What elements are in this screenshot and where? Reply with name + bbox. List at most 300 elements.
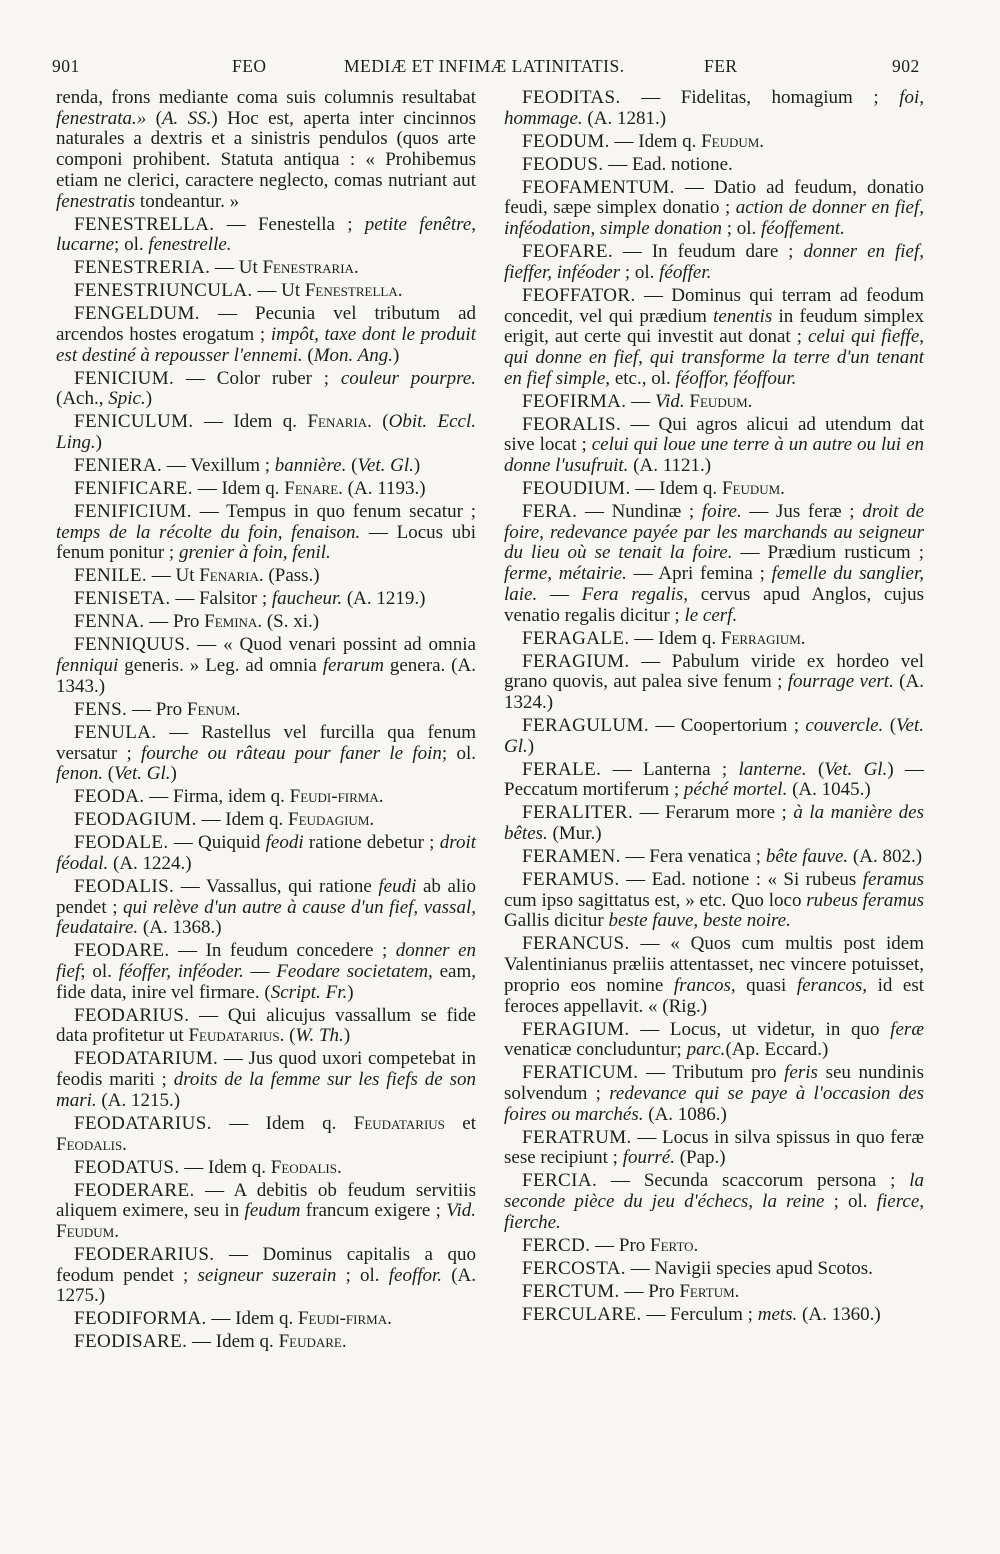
italic-text: la seconde pièce du jeu d'échecs, la reine xyxy=(504,1170,924,1213)
dictionary-entry xyxy=(56,566,476,587)
headword: FERCIA. xyxy=(522,1170,598,1192)
dictionary-entry xyxy=(504,1171,924,1233)
italic-text: francos, xyxy=(673,974,736,996)
entry-text: (A. 1215.) xyxy=(96,1089,181,1111)
entry-text: (A. 1045.) xyxy=(787,779,871,801)
dictionary-entry xyxy=(56,1332,476,1353)
italic-text: mets. xyxy=(757,1303,798,1325)
entry-text: ( xyxy=(806,758,825,780)
italic-text: lanterne. xyxy=(738,758,807,780)
entry-text: — Locus ubi fenum ponitur ; xyxy=(56,521,476,564)
headword: FEODARIUS. xyxy=(74,1004,190,1026)
entry-text: (Ap. Eccard.) xyxy=(725,1039,829,1061)
italic-text: femelle du sanglier, laie. xyxy=(504,563,925,605)
entry-text: — Prædium rusticum ; xyxy=(732,542,924,564)
italic-text: féoffor, féoffour. xyxy=(675,367,797,389)
headword: FERAGIUM. xyxy=(522,650,630,672)
entry-text: — Ead. notione : « Si rubeus xyxy=(619,869,863,891)
italic-text: fourche ou râteau pour faner le foin xyxy=(141,742,442,764)
running-title: MEDIÆ ET INFIMÆ LATINITATIS. xyxy=(344,56,625,76)
dictionary-entry xyxy=(504,286,924,390)
italic-text: fenon. xyxy=(56,763,103,785)
italic-text: feramus xyxy=(862,869,924,891)
dictionary-entry xyxy=(56,1181,476,1243)
entry-text: — xyxy=(243,961,277,983)
entry-text: — Ut xyxy=(210,257,263,279)
italic-text: feodi xyxy=(265,832,304,854)
entry-text: — Ut xyxy=(146,565,200,587)
entry-text: cervus apud Anglos, cujus venatio regalis dicitur ; xyxy=(504,583,924,626)
entry-text: seu nundinis solvendum ; xyxy=(504,1062,925,1104)
headword: FEODIFORMA. xyxy=(74,1308,207,1330)
entry-text: — Jus feræ ; xyxy=(741,501,863,523)
entry-text: (A. 1281.) xyxy=(582,107,667,129)
entry-text: ; ol. xyxy=(114,234,149,256)
italic-text: bannière. xyxy=(274,455,347,477)
italic-text: Spic. xyxy=(108,388,146,410)
entry-text: — Qui alicujus vassallum se fide data profitetur ut xyxy=(56,1004,476,1047)
italic-text: couleur pourpre. xyxy=(340,367,476,389)
headword: FENESTRIUNCULA. xyxy=(74,280,253,302)
dictionary-entry xyxy=(56,412,476,453)
entry-text: ( xyxy=(284,1025,296,1047)
headword: FEODATARIUS. xyxy=(74,1112,212,1134)
entry-text: — Pabulum viride ex hordeo vel grano quovis, aut palea sive fenum ; xyxy=(504,650,924,693)
entry-text: — Idem q. xyxy=(193,411,308,433)
entry-text: — xyxy=(626,390,655,412)
cross-reference: Feudatarius. xyxy=(188,1025,285,1047)
dictionary-entry xyxy=(56,1158,476,1179)
italic-text: ferarum xyxy=(322,655,384,677)
entry-text: — Falsitor ; xyxy=(170,588,272,610)
entry-text: ; ol. xyxy=(336,1264,389,1286)
headword: FENICIUM. xyxy=(74,367,175,389)
entry-text: — Ead. notione. xyxy=(603,153,733,175)
entry-text: Gallis dicitur xyxy=(504,910,609,932)
dictionary-entry xyxy=(56,877,476,939)
entry-text: — Idem q. xyxy=(629,627,721,649)
entry-text: — Locus, ut videtur, in quo xyxy=(629,1018,891,1040)
entry-text: — Vexillum ; xyxy=(162,455,275,477)
dictionary-entry xyxy=(56,700,476,721)
entry-text: — Datio ad feudum, donatio feudi, sæpe simplex donatio ; xyxy=(504,176,924,219)
cross-reference: Feudi-firma. xyxy=(297,1308,392,1330)
entry-text: — Idem q. xyxy=(211,1112,354,1134)
entry-text: — Vassallus, qui ratione xyxy=(174,875,379,897)
dictionary-entry xyxy=(504,1128,924,1169)
entry-text: — Fenestella ; xyxy=(214,213,365,235)
headword: FEODERARIUS. xyxy=(74,1243,215,1265)
italic-text: droits de la femme sur les fiefs de son mari. xyxy=(56,1069,476,1111)
dictionary-entry xyxy=(504,652,924,714)
dictionary-entry xyxy=(56,941,476,1003)
entry-text: ) xyxy=(145,388,153,410)
italic-text: tenentis xyxy=(713,305,773,327)
entry-text: ( xyxy=(371,411,389,433)
entry-text: — Apri femina ; xyxy=(626,563,772,585)
dictionary-entry xyxy=(56,787,476,808)
cross-reference: Fenum. xyxy=(186,698,241,720)
cross-reference: Feudum. xyxy=(689,390,753,412)
headword: FEODA. xyxy=(74,786,145,808)
entry-text: ) xyxy=(343,1025,351,1047)
italic-text: feoffor. xyxy=(388,1264,443,1286)
entry-text: ) xyxy=(347,981,354,1003)
headword: FEORALIS. xyxy=(522,413,622,435)
cross-reference: Feudi-firma. xyxy=(289,786,384,808)
headword: FENESTRELLA. xyxy=(74,213,215,235)
dictionary-entry xyxy=(56,1245,476,1307)
dictionary-entry xyxy=(56,215,476,256)
cross-reference: Ferto. xyxy=(650,1234,699,1256)
headword: FEOFARE. xyxy=(522,241,614,263)
headword: FERANCUS. xyxy=(522,933,630,955)
right-column xyxy=(504,88,924,1328)
headword: FENIFICARE. xyxy=(74,478,193,500)
entry-text: — Dominus capitalis a quo feodum pendet ; xyxy=(56,1243,476,1286)
headword: FEODATUS. xyxy=(74,1156,180,1178)
italic-text: Vet. Gl. xyxy=(114,763,171,785)
italic-text: feris xyxy=(784,1062,818,1084)
headword: FENULA. xyxy=(74,721,157,743)
headword: FENIFICIUM. xyxy=(74,501,192,523)
entry-text: (A. 1121.) xyxy=(628,455,712,477)
italic-text: donner en fief xyxy=(56,940,476,983)
entry-text: ) xyxy=(95,432,102,454)
italic-text: action de donner en fief, inféodation, simple donation xyxy=(504,197,924,240)
entry-text: — « Quos cum multis post idem Valentinianus præliis attentasset, nec vincere potuisset, proprio eos nomine xyxy=(504,933,924,996)
entry-text: (S. xi.) xyxy=(262,611,320,633)
italic-text: fenestrata.» xyxy=(56,107,147,129)
entry-text: — In feudum concedere ; xyxy=(169,940,396,962)
italic-text: feræ xyxy=(890,1018,924,1040)
dictionary-entry xyxy=(504,716,924,757)
entry-text: — Fera venatica ; xyxy=(620,846,766,868)
dictionary-entry xyxy=(56,1309,476,1330)
entry-text: venaticæ concluduntur; xyxy=(504,1039,687,1061)
headword: FERCTUM. xyxy=(522,1280,620,1302)
dictionary-entry xyxy=(504,132,924,153)
headword: FERAGALE. xyxy=(522,627,630,649)
entry-text: ( xyxy=(883,714,897,736)
italic-text: Script. Fr. xyxy=(270,981,348,1003)
headword: FENISETA. xyxy=(74,588,171,610)
headword: FERAMEN. xyxy=(522,846,621,868)
entry-text: — Idem q. xyxy=(206,1308,298,1330)
italic-text: donner en fief, fieffer, inféoder xyxy=(504,241,924,283)
entry-text: — In feudum dare ; xyxy=(613,241,804,263)
italic-text: ferme, métairie. xyxy=(504,563,627,585)
entry-text: eam, fide data, inire vel firmare. ( xyxy=(56,961,476,1003)
entry-text: in feudum simplex erigit, aut certe qui investit aut donat ; xyxy=(504,305,924,348)
cross-reference: Feudum. xyxy=(56,1220,119,1242)
headword: FERCD. xyxy=(522,1234,591,1256)
entry-text: — Idem q. xyxy=(196,809,289,831)
entry-text: — Quiquid xyxy=(168,832,266,854)
italic-text: à la manière des bêtes. xyxy=(504,802,924,845)
headword: FENILE. xyxy=(74,565,147,587)
dictionary-entry xyxy=(56,589,476,610)
dictionary-entry xyxy=(504,1063,924,1125)
entry-text: — Pro xyxy=(619,1280,680,1302)
dictionary-entry xyxy=(56,258,476,279)
entry-text: — Jus quod uxori competebat in feodis mariti ; xyxy=(56,1048,476,1091)
entry-text: etc., ol. xyxy=(610,367,676,389)
italic-text: parc. xyxy=(686,1039,726,1061)
headword: FEODUM. xyxy=(522,130,610,152)
entry-text: genera. (A. 1343.) xyxy=(56,655,476,697)
italic-text: Fera regalis, xyxy=(581,583,689,605)
entry-text: — Locus in silva spissus in quo feræ sese recipiunt ; xyxy=(504,1126,924,1169)
italic-text: foire. xyxy=(701,501,742,523)
entry-text: — Fidelitas, homagium ; xyxy=(620,87,900,108)
dictionary-entry xyxy=(504,847,924,868)
italic-text: grenier à foin, fenil. xyxy=(178,542,331,564)
italic-text: le cerf. xyxy=(684,604,738,626)
cross-reference: Feodalis. xyxy=(270,1156,342,1178)
entry-text: — Firma, idem q. xyxy=(144,786,290,808)
headword: FERA. xyxy=(522,501,578,523)
italic-text: fourré. xyxy=(622,1147,675,1169)
dictionary-entry xyxy=(56,456,476,477)
italic-text: bête fauve. xyxy=(765,846,849,868)
italic-text: qui relève d'un autre à cause d'un fief, vassal, feudataire. xyxy=(56,896,476,939)
entry-text: ; ol. xyxy=(620,261,660,283)
headword: FERATRUM. xyxy=(522,1126,632,1148)
italic-text: petite fenêtre, lucarne xyxy=(56,213,476,256)
entry-text: (A. 1275.) xyxy=(56,1264,477,1307)
italic-text: Vet. Gl. xyxy=(357,455,414,477)
dictionary-entry xyxy=(56,833,476,874)
italic-text: ferancos, xyxy=(796,974,868,996)
entry-text: (A. 1086.) xyxy=(643,1103,727,1125)
headword: FEODERARE. xyxy=(74,1179,195,1201)
entry-text: id est feroces appellavit. « (Rig.) xyxy=(504,974,925,1017)
headword: FENESTRERIA. xyxy=(74,257,211,279)
headword: FEODAGIUM. xyxy=(74,809,197,831)
entry-text: ( xyxy=(302,344,314,366)
entry-text: generis. » Leg. ad omnia xyxy=(118,655,323,677)
italic-text: droit de foire, redevance payée par les marchands au seigneur du lieu où se tenait la foire. xyxy=(504,501,925,564)
dictionary-entry xyxy=(504,415,924,477)
cross-reference: Feudum. xyxy=(721,478,785,500)
italic-text: Mon. Ang. xyxy=(313,344,394,366)
italic-text: rubeus feramus xyxy=(806,889,924,911)
entry-text: (Pass.) xyxy=(263,565,320,587)
italic-text: Obit. Eccl. Ling. xyxy=(56,411,477,454)
left-column xyxy=(56,88,476,1355)
entry-text: — Idem q. xyxy=(187,1331,279,1353)
entry-text: ( xyxy=(146,107,162,129)
cross-reference: Feudatarius xyxy=(353,1112,445,1134)
headword: FENGELDUM. xyxy=(74,303,200,325)
entry-text: ) xyxy=(527,735,535,757)
dictionary-entry xyxy=(56,281,476,302)
entry-text: — Idem q. xyxy=(609,130,702,152)
dictionary-entry xyxy=(504,760,924,801)
entry-text: — Pro xyxy=(144,611,205,633)
left-guide-word: FEO xyxy=(232,56,267,76)
dictionary-entry xyxy=(504,502,924,626)
italic-text: féoffer. xyxy=(659,261,712,283)
italic-text: beste fauve, beste noire. xyxy=(608,910,791,932)
headword: FENIERA. xyxy=(74,455,163,477)
dictionary-entry xyxy=(56,635,476,697)
entry-text: quasi xyxy=(735,974,797,996)
cross-reference: Fertum. xyxy=(679,1280,740,1302)
entry-text: — Idem q. xyxy=(179,1156,271,1178)
italic-text: péché mortel. xyxy=(683,779,788,801)
cross-reference: Feudum. xyxy=(701,130,765,152)
headword: FERAGIUM. xyxy=(522,1018,630,1040)
entry-text: — xyxy=(537,583,582,605)
entry-text: ) xyxy=(393,344,400,366)
italic-text: féoffer, inféoder. xyxy=(118,961,244,983)
entry-text: ( xyxy=(346,455,358,477)
headword: FENNIQUUS. xyxy=(74,634,191,656)
headword: FERALE. xyxy=(522,758,602,780)
headword: FEOFIRMA. xyxy=(522,390,627,412)
entry-text: francum exigere ; xyxy=(300,1200,447,1222)
entry-text: — Lanterna ; xyxy=(601,758,739,780)
italic-text: faucheur. xyxy=(271,588,343,610)
headword: FEOFAMENTUM. xyxy=(522,176,675,198)
entry-text: et xyxy=(444,1112,476,1134)
italic-text: Vid. xyxy=(446,1200,476,1222)
entry-text: (Mur.) xyxy=(547,823,602,845)
italic-text: temps de la récolte du foin, fenaison. xyxy=(56,521,361,543)
running-header xyxy=(50,52,930,82)
entry-text: tondeantur. » xyxy=(135,190,240,212)
italic-text: W. Th. xyxy=(295,1025,344,1047)
headword: FEODITAS. xyxy=(522,87,621,108)
italic-text: fourrage vert. xyxy=(787,671,894,693)
dictionary-entry xyxy=(504,242,924,283)
cross-reference: Feodalis. xyxy=(56,1133,127,1155)
entry-text: (A. 1324.) xyxy=(504,671,924,713)
entry-text: ratione debetur ; xyxy=(303,832,440,854)
entry-text: — « Quod venari possint ad omnia xyxy=(190,634,476,656)
headword: FEODUS. xyxy=(522,153,604,175)
entry-text: ; ol. xyxy=(824,1191,877,1213)
headword: FEODALIS. xyxy=(74,875,175,897)
left-page-number: 901 xyxy=(52,56,80,76)
entry-text: ) — Peccatum mortiferum ; xyxy=(504,758,924,801)
italic-text: couvercle. xyxy=(805,714,884,736)
entry-text: — Qui agros alicui ad utendum dat sive locat ; xyxy=(504,413,924,456)
entry-text: ) xyxy=(170,763,177,785)
italic-text: celui qui loue une terre à un autre ou lui en donne l'usufruit. xyxy=(504,434,925,477)
cross-reference: Fenare. xyxy=(284,478,343,500)
entry-text: — Nundinæ ; xyxy=(577,501,702,523)
right-guide-word: FER xyxy=(704,56,738,76)
italic-text: fierce, fierche. xyxy=(504,1191,924,1233)
italic-text: fenniqui xyxy=(56,655,119,677)
entry-text: — Tributum pro xyxy=(638,1062,785,1084)
entry-text: ; ol. xyxy=(721,218,762,240)
dictionary-entry xyxy=(504,1259,924,1280)
entry-text: (A. 802.) xyxy=(848,846,923,868)
italic-text: féoffement. xyxy=(761,218,845,240)
entry-text: (A. 1219.) xyxy=(342,588,426,610)
entry-text: ab alio pendet ; xyxy=(56,875,476,918)
dictionary-entry xyxy=(56,1049,476,1111)
dictionary-entry xyxy=(504,1282,924,1303)
entry-text: (Ach., xyxy=(56,388,109,410)
dictionary-entry xyxy=(56,723,476,785)
dictionary-entry xyxy=(504,934,924,1017)
cross-reference: Femina. xyxy=(204,611,263,633)
cross-reference: Feudare. xyxy=(278,1331,347,1353)
entry-text: — Rastellus vel furcilla qua fenum versatur ; xyxy=(56,721,476,764)
dictionary-entry xyxy=(56,304,476,366)
italic-text: fenestrelle. xyxy=(148,234,232,256)
entry-text: — Idem q. xyxy=(192,478,285,500)
headword: FERCOSTA. xyxy=(522,1257,626,1279)
headword: FEODARE. xyxy=(74,940,170,962)
dictionary-entry xyxy=(504,178,924,240)
entry-text: — Dominus qui terram ad feodum concedit, vel qui prædium xyxy=(504,284,924,327)
cross-reference: Fenestraria. xyxy=(262,257,359,279)
entry-text: — Color ruber ; xyxy=(174,367,341,389)
headword: FERCULARE. xyxy=(522,1303,642,1325)
italic-text: feudum xyxy=(244,1200,301,1222)
dictionary-entry xyxy=(56,479,476,500)
entry-text: — Ferarum more ; xyxy=(633,802,794,824)
cross-reference: Ferragium. xyxy=(720,627,806,649)
dictionary-entry xyxy=(56,612,476,633)
entry-text: — Idem q. xyxy=(630,478,722,500)
dictionary-entry xyxy=(56,369,476,410)
entry-continuation xyxy=(56,88,476,212)
entry-text: — Secunda scaccorum persona ; xyxy=(597,1170,910,1192)
entry-text: renda, frons mediante coma suis columnis resultabat xyxy=(56,87,476,108)
cross-reference: Fenaria. xyxy=(199,565,264,587)
italic-text: droit féodal. xyxy=(56,832,476,874)
dictionary-entry xyxy=(56,502,476,564)
italic-text: redevance qui se paye à l'occasion des foires ou marchés. xyxy=(504,1082,924,1125)
italic-text: feudi xyxy=(378,875,417,897)
dictionary-entry xyxy=(504,155,924,176)
dictionary-entry xyxy=(56,1114,476,1155)
right-page-number: 902 xyxy=(892,56,920,76)
entry-text: ( xyxy=(102,763,115,785)
entry-text: (A. 1360.) xyxy=(797,1303,881,1325)
entry-text: ; ol. xyxy=(80,961,119,983)
italic-text: Vet. Gl. xyxy=(824,758,888,780)
cross-reference: Fenaria. xyxy=(307,411,372,433)
dictionary-entry xyxy=(504,803,924,844)
headword: FEOUDIUM. xyxy=(522,478,631,500)
dictionary-entry xyxy=(504,88,924,129)
headword: FENNA. xyxy=(74,611,145,633)
entry-text: cum ipso sagittatus est, » etc. Quo loco xyxy=(504,889,807,911)
entry-text: — Navigii species apud Scotos. xyxy=(625,1257,873,1279)
italic-text: Feodare societatem, xyxy=(276,961,433,983)
entry-text: ) Hoc est, aperta inter cincinnos naturales a dextris et a sinistris pendulos (quos arte componi prohibent. Statuta antiqua : « Prohibemus etiam ne clerici, caractere neglecto, comas nutriant aut xyxy=(56,107,476,191)
headword: FENS. xyxy=(74,698,128,720)
dictionary-entry xyxy=(504,1020,924,1061)
entry-text: — Ferculum ; xyxy=(641,1303,758,1325)
dictionary-entry xyxy=(56,810,476,831)
entry-text: (A. 1368.) xyxy=(138,917,222,939)
italic-text: fenestratis xyxy=(56,190,136,212)
dictionary-entry xyxy=(504,870,924,932)
italic-text: impôt, taxe dont le produit est destiné à repousser l'ennemi. xyxy=(56,323,476,366)
dictionary-entry xyxy=(504,479,924,500)
entry-text: — Ut xyxy=(252,280,305,302)
entry-text: ) xyxy=(413,455,421,477)
